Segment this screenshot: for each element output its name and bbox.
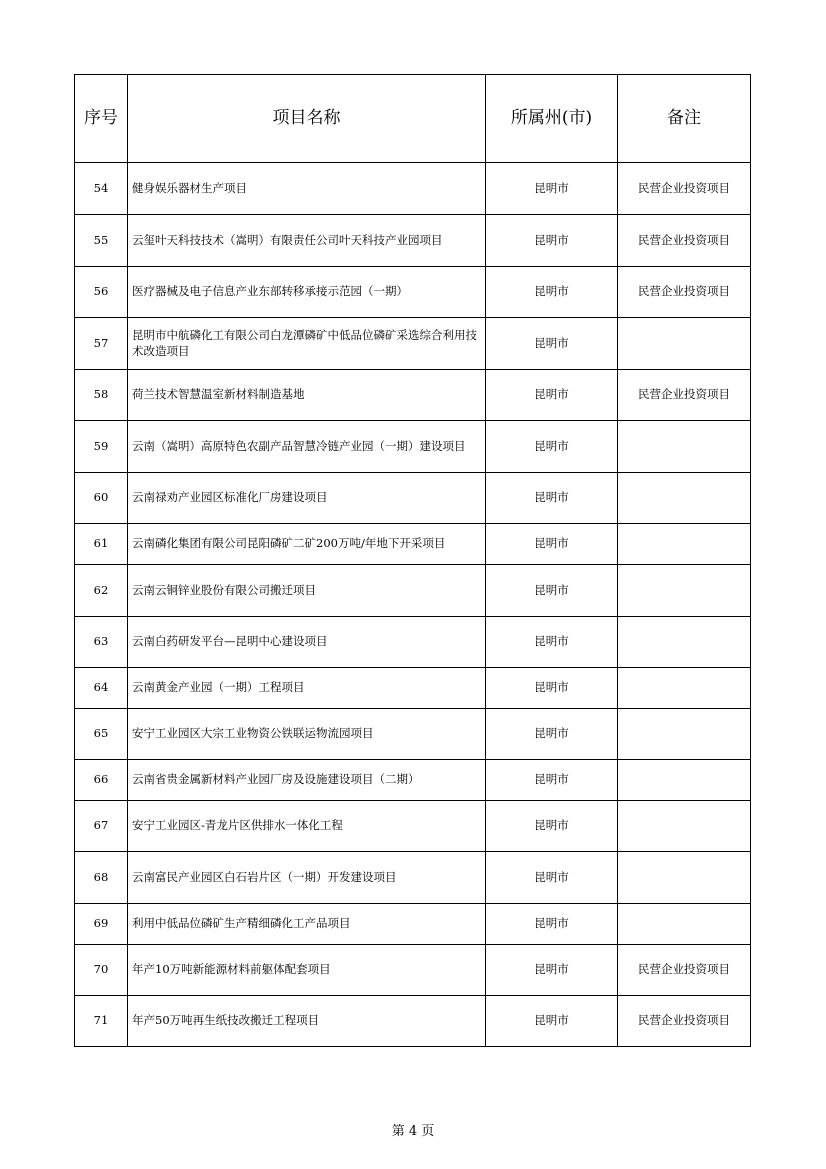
remark xyxy=(618,668,751,709)
remark: 民营企业投资项目 xyxy=(618,163,751,215)
row-number: 61 xyxy=(75,524,128,565)
row-number: 55 xyxy=(75,215,128,267)
project-name: 云南省贵金属新材料产业园厂房及设施建设项目（二期） xyxy=(128,760,486,801)
project-name: 年产50万吨再生纸技改搬迁工程项目 xyxy=(128,996,486,1047)
row-number: 63 xyxy=(75,617,128,668)
remark xyxy=(618,760,751,801)
row-number: 68 xyxy=(75,852,128,904)
project-name: 医疗器械及电子信息产业东部转移承接示范园（一期） xyxy=(128,267,486,318)
remark: 民营企业投资项目 xyxy=(618,370,751,421)
remark xyxy=(618,904,751,945)
city-name: 昆明市 xyxy=(486,215,618,267)
city-name: 昆明市 xyxy=(486,801,618,852)
table-row xyxy=(75,565,751,617)
table-row xyxy=(75,524,751,565)
row-number: 65 xyxy=(75,709,128,760)
table-row xyxy=(75,421,751,473)
remark xyxy=(618,524,751,565)
project-name: 健身娱乐器材生产项目 xyxy=(128,163,486,215)
city-name: 昆明市 xyxy=(486,473,618,524)
city-name: 昆明市 xyxy=(486,852,618,904)
remark xyxy=(618,421,751,473)
row-number: 67 xyxy=(75,801,128,852)
remark: 民营企业投资项目 xyxy=(618,996,751,1047)
table-row xyxy=(75,709,751,760)
city-name: 昆明市 xyxy=(486,996,618,1047)
remark xyxy=(618,801,751,852)
table-row xyxy=(75,163,751,215)
remark xyxy=(618,617,751,668)
remark xyxy=(618,565,751,617)
row-number: 66 xyxy=(75,760,128,801)
city-name: 昆明市 xyxy=(486,421,618,473)
project-name: 云南磷化集团有限公司昆阳磷矿二矿200万吨/年地下开采项目 xyxy=(128,524,486,565)
row-number: 56 xyxy=(75,267,128,318)
project-name: 安宁工业园区大宗工业物资公铁联运物流园项目 xyxy=(128,709,486,760)
row-number: 69 xyxy=(75,904,128,945)
row-number: 58 xyxy=(75,370,128,421)
table-row xyxy=(75,370,751,421)
project-table xyxy=(74,74,751,1047)
project-name: 云南云铜锌业股份有限公司搬迁项目 xyxy=(128,565,486,617)
city-name: 昆明市 xyxy=(486,668,618,709)
table-row xyxy=(75,617,751,668)
header-note: 备注 xyxy=(618,75,751,163)
project-name: 年产10万吨新能源材料前躯体配套项目 xyxy=(128,945,486,996)
project-name: 昆明市中航磷化工有限公司白龙潭磷矿中低品位磷矿采选综合利用技术改造项目 xyxy=(128,318,486,370)
project-name: 云南黄金产业园（一期）工程项目 xyxy=(128,668,486,709)
row-number: 57 xyxy=(75,318,128,370)
city-name: 昆明市 xyxy=(486,267,618,318)
city-name: 昆明市 xyxy=(486,760,618,801)
city-name: 昆明市 xyxy=(486,370,618,421)
table-row xyxy=(75,996,751,1047)
project-name: 云南白药研发平台—昆明中心建设项目 xyxy=(128,617,486,668)
header-no: 序号 xyxy=(75,75,128,163)
table-row xyxy=(75,801,751,852)
row-number: 54 xyxy=(75,163,128,215)
city-name: 昆明市 xyxy=(486,163,618,215)
remark xyxy=(618,709,751,760)
header-name: 项目名称 xyxy=(128,75,486,163)
row-number: 71 xyxy=(75,996,128,1047)
page-number: 第 4 页 xyxy=(391,1124,435,1139)
city-name: 昆明市 xyxy=(486,524,618,565)
project-name: 云南（嵩明）高原特色农副产品智慧冷链产业园（一期）建设项目 xyxy=(128,421,486,473)
row-number: 70 xyxy=(75,945,128,996)
project-name: 云南禄劝产业园区标准化厂房建设项目 xyxy=(128,473,486,524)
city-name: 昆明市 xyxy=(486,617,618,668)
table-row xyxy=(75,215,751,267)
remark xyxy=(618,852,751,904)
remark xyxy=(618,318,751,370)
city-name: 昆明市 xyxy=(486,945,618,996)
row-number: 64 xyxy=(75,668,128,709)
project-name: 云南富民产业园区白石岩片区（一期）开发建设项目 xyxy=(128,852,486,904)
city-name: 昆明市 xyxy=(486,709,618,760)
remark: 民营企业投资项目 xyxy=(618,945,751,996)
table-row xyxy=(75,852,751,904)
project-name: 安宁工业园区-青龙片区供排水一体化工程 xyxy=(128,801,486,852)
table-row xyxy=(75,318,751,370)
table-row xyxy=(75,473,751,524)
row-number: 62 xyxy=(75,565,128,617)
table-row xyxy=(75,267,751,318)
table-row xyxy=(75,945,751,996)
header-city: 所属州(市) xyxy=(486,75,618,163)
header-row xyxy=(75,75,751,163)
city-name: 昆明市 xyxy=(486,904,618,945)
project-name: 荷兰技术智慧温室新材料制造基地 xyxy=(128,370,486,421)
row-number: 59 xyxy=(75,421,128,473)
city-name: 昆明市 xyxy=(486,565,618,617)
table-row xyxy=(75,760,751,801)
remark xyxy=(618,473,751,524)
table-body xyxy=(75,163,751,1047)
remark: 民营企业投资项目 xyxy=(618,267,751,318)
row-number: 60 xyxy=(75,473,128,524)
table-row xyxy=(75,904,751,945)
remark: 民营企业投资项目 xyxy=(618,215,751,267)
project-name: 利用中低品位磷矿生产精细磷化工产品项目 xyxy=(128,904,486,945)
project-name: 云玺叶天科技技术（嵩明）有限责任公司叶天科技产业园项目 xyxy=(128,215,486,267)
table-row xyxy=(75,668,751,709)
city-name: 昆明市 xyxy=(486,318,618,370)
